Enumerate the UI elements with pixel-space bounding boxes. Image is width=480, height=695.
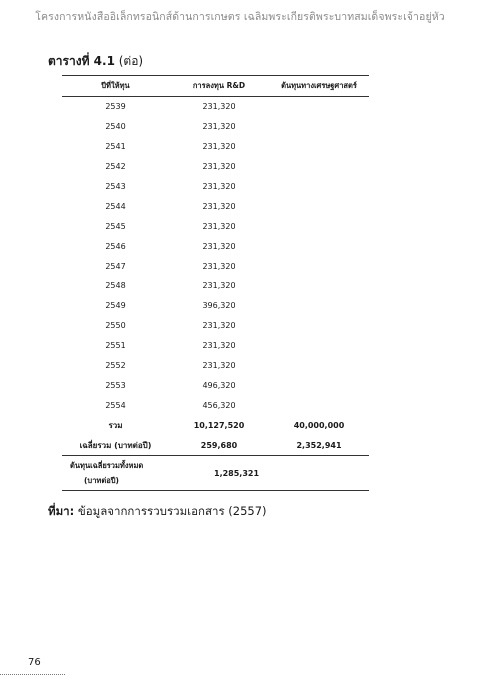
sum-rd-value: 10,127,520	[193, 420, 245, 430]
table-row	[62, 137, 369, 157]
table-caption	[48, 52, 143, 71]
econ-value-cell	[269, 276, 369, 296]
econ-value-cell	[269, 177, 369, 197]
rd-value-cell: 231,320	[202, 341, 236, 351]
year-cell: 2552	[105, 361, 126, 371]
table-caption-number: ตารางที่ 4.1	[48, 54, 115, 68]
rd-value-cell: 231,320	[202, 201, 236, 211]
total-average-value: 1,285,321	[169, 456, 369, 491]
table-row	[62, 336, 369, 356]
rd-value-cell: 396,320	[202, 301, 236, 311]
average-econ-value: 2,352,941	[296, 440, 342, 450]
table-row	[62, 177, 369, 197]
total-average-row	[62, 456, 369, 491]
table-row	[62, 196, 369, 216]
sum-label: รวม	[108, 420, 123, 430]
year-cell: 2544	[105, 201, 126, 211]
econ-value-cell	[269, 196, 369, 216]
rd-value-cell: 496,320	[202, 380, 236, 390]
table-row	[62, 157, 369, 177]
table-row	[62, 236, 369, 256]
econ-value-cell	[269, 216, 369, 236]
table-row	[62, 395, 369, 415]
econ-value-cell	[269, 256, 369, 276]
rd-value-cell: 231,320	[202, 142, 236, 152]
year-cell: 2542	[105, 162, 126, 172]
econ-value-cell	[269, 157, 369, 177]
year-cell: 2539	[105, 102, 126, 112]
year-cell: 2543	[105, 182, 126, 191]
average-label: เฉลี่ยรวม (บาทต่อปี)	[79, 440, 152, 450]
table-row	[62, 296, 369, 316]
econ-value-cell	[269, 97, 369, 117]
year-cell: 2545	[105, 221, 126, 231]
econ-value-cell	[269, 395, 369, 415]
year-cell: 2548	[105, 281, 126, 291]
sum-row	[62, 415, 369, 435]
rd-value-cell: 231,320	[202, 241, 236, 251]
average-row	[62, 435, 369, 456]
total-label-line1: ต้นทุนเฉลี่ยรวมทั้งหมด	[70, 461, 144, 471]
running-header: โครงการหนังสืออิเล็กทรอนิกส์ด้านการเกษตร เฉลิมพระเกียรติพระบาทสมเด็จพระเจ้าอยู่หัว	[35, 11, 445, 23]
table-caption-suffix: (ต่อ)	[114, 54, 144, 68]
source-label: ที่มา:	[48, 504, 75, 518]
rd-value-cell: 231,320	[202, 321, 236, 331]
footer-dotted-rule	[0, 674, 65, 675]
source-note	[48, 503, 267, 521]
table-header-row	[62, 76, 369, 97]
year-cell: 2554	[105, 400, 126, 410]
year-cell: 2541	[105, 142, 126, 152]
rd-investment-table	[62, 75, 369, 491]
rd-value-cell: 231,320	[202, 122, 236, 132]
rd-value-cell: 231,320	[202, 162, 236, 172]
rd-value-cell: 231,320	[202, 261, 236, 271]
econ-value-cell	[269, 336, 369, 356]
rd-value-cell: 456,320	[202, 400, 236, 410]
year-cell: 2540	[105, 122, 126, 132]
table-body	[62, 97, 369, 491]
rd-value-cell: 231,320	[202, 281, 236, 291]
table-row	[62, 356, 369, 376]
econ-value-cell	[269, 137, 369, 157]
year-cell: 2553	[105, 380, 126, 390]
year-cell: 2549	[105, 301, 126, 311]
average-rd-value: 259,680	[200, 440, 238, 450]
rd-value-cell: 231,320	[202, 361, 236, 371]
econ-value-cell	[269, 375, 369, 395]
rd-value-cell: 231,320	[202, 182, 236, 191]
table-row	[62, 276, 369, 296]
year-cell: 2547	[105, 261, 126, 271]
rd-value-cell: 231,320	[202, 221, 236, 231]
econ-value-cell	[269, 316, 369, 336]
table-row	[62, 256, 369, 276]
total-average-label	[62, 456, 169, 491]
econ-value-cell	[269, 117, 369, 137]
header-economic-cost: ต้นทุนทางเศรษฐศาสตร์	[269, 76, 369, 97]
table-row	[62, 117, 369, 137]
table-row	[62, 216, 369, 236]
year-cell: 2546	[105, 241, 126, 251]
sum-econ-value: 40,000,000	[293, 420, 345, 430]
econ-value-cell	[269, 356, 369, 376]
page-number: 76	[28, 657, 41, 668]
table-row	[62, 97, 369, 117]
rd-value-cell: 231,320	[202, 102, 236, 112]
header-rd-investment: การลงทุน R&D	[169, 76, 269, 97]
header-grant-year: ปีที่ให้ทุน	[62, 76, 169, 97]
year-cell: 2550	[105, 321, 126, 331]
source-text: ข้อมูลจากการรวบรวมเอกสาร (2557)	[74, 504, 267, 518]
econ-value-cell	[269, 296, 369, 316]
table-row	[62, 316, 369, 336]
econ-value-cell	[269, 236, 369, 256]
year-cell: 2551	[105, 341, 126, 351]
total-label-line2: (บาทต่อปี)	[84, 476, 119, 486]
table-row	[62, 375, 369, 395]
